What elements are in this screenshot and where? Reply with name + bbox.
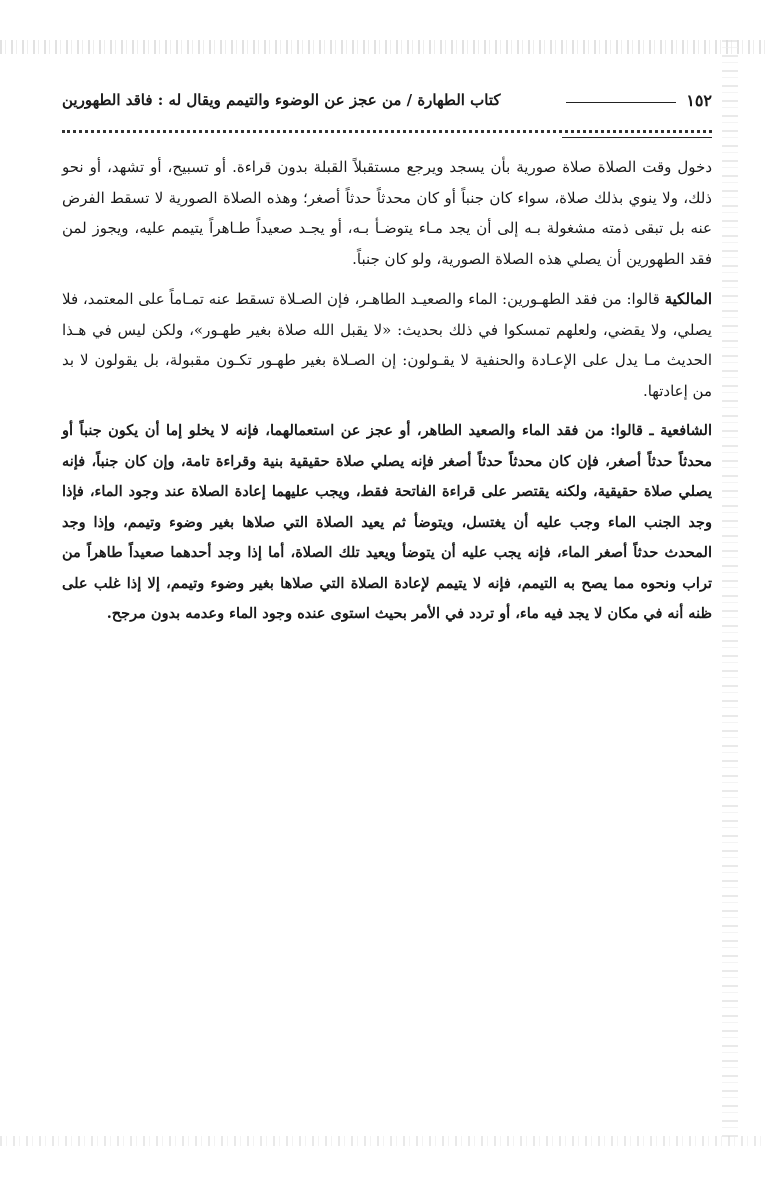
school-name: المالكية [664, 290, 712, 308]
paragraph-text: دخول وقت الصلاة صلاة صورية بأن يسجد ويرجع مستقبلاً القبلة بدون قراءة. أو تسبيح، أو تشهد، أو نحو ذلك، ولا ينوي بذلك صلاة، سواء كان جنباً أو كان محدثاً حدثاً أصغر؛ وهذه الصلاة الصورية لا تسقط الفرض عنه بل تبقى ذمته مشغولة بـه إلى أن يجد مـاء يتوضـأ بـه، أو يجـد صعيداً طـاهراً يتيمم عليه، ويجوز لمن فقد الطهورين أن يصلي هذه الصلاة الصورية، ولو كان جنباً. [62, 158, 713, 268]
short-rule [562, 137, 712, 138]
book-page [62, 80, 712, 640]
dotted-separator [62, 120, 712, 133]
header-rule [566, 102, 676, 103]
scan-noise-top [0, 40, 765, 54]
running-title: كتاب الطهارة / من عجز عن الوضوء والتيمم ويقال له : فاقد الطهورين [62, 91, 501, 109]
paragraph-continuation [62, 152, 712, 274]
paragraph-shafii [62, 416, 712, 630]
paragraph-text: قالوا: من فقد الطهـورين: الماء والصعيـد الطاهـر، فإن الصـلاة تسقط عنه تمـاماً على المعتمد، فلا يصلي، ولا يقضي، ولعلهم تمسكوا في ذلك بحديث: «لا يقبل الله صلاة بغير طهـور»، ولكن ليس في هـذا الحديث مـا يدل على الإعـادة والحنفية لا يقـولون: إن الصـلاة بغير طهـور تكـون مقبولة، بل يقولون لا بد من إعادتها. [62, 290, 712, 400]
school-name: الشافعية [660, 422, 712, 439]
running-header [62, 80, 712, 120]
paragraph-text: ـ قالوا: من فقد الماء والصعيد الطاهر، أو عجز عن استعمالهما، فإنه لا يخلو إما أن يكون جنباً أو محدثاً حدثاً أصغر، فإن كان محدثاً حدثاً أصغر فإنه يصلي صلاة حقيقية بنية وقراءة تامة، وإن كان جنباً، فإنه يصلي صلاة حقيقية، ولكنه يقتصر على قراءة الفاتحة فقط، ويجب عليهما إعادة الصلاة عند وجود الماء، فإذا وجد الجنب الماء وجب عليه أن يغتسل، ويتوضأ ثم يعيد الصلاة التي صلاها بغير وضوء وتيمم، وإذا وجد المحدث حدثاً أصغر الماء، فإنه يجب عليه أن يتوضأ ويعيد تلك الصلاة، أما إذا وجد أحدهما صعيداً طاهراً من تراب ونحوه مما يصح به التيمم، فإنه لا يتيمم لإعادة الصلاة التي صلاها بغير وضوء وتيمم، إلا إذا غلب على ظنه أنه في مكان لا يجد فيه ماء، أو تردد في الأمر بحيث استوى عنده وجود الماء وعدمه بدون مرجح. [62, 422, 712, 622]
paragraph-maliki [62, 284, 712, 406]
scan-noise-bottom [0, 1136, 765, 1146]
scan-noise-right [722, 40, 738, 1142]
page-number-group [560, 91, 712, 110]
page-number: ١٥٢ [686, 90, 712, 110]
